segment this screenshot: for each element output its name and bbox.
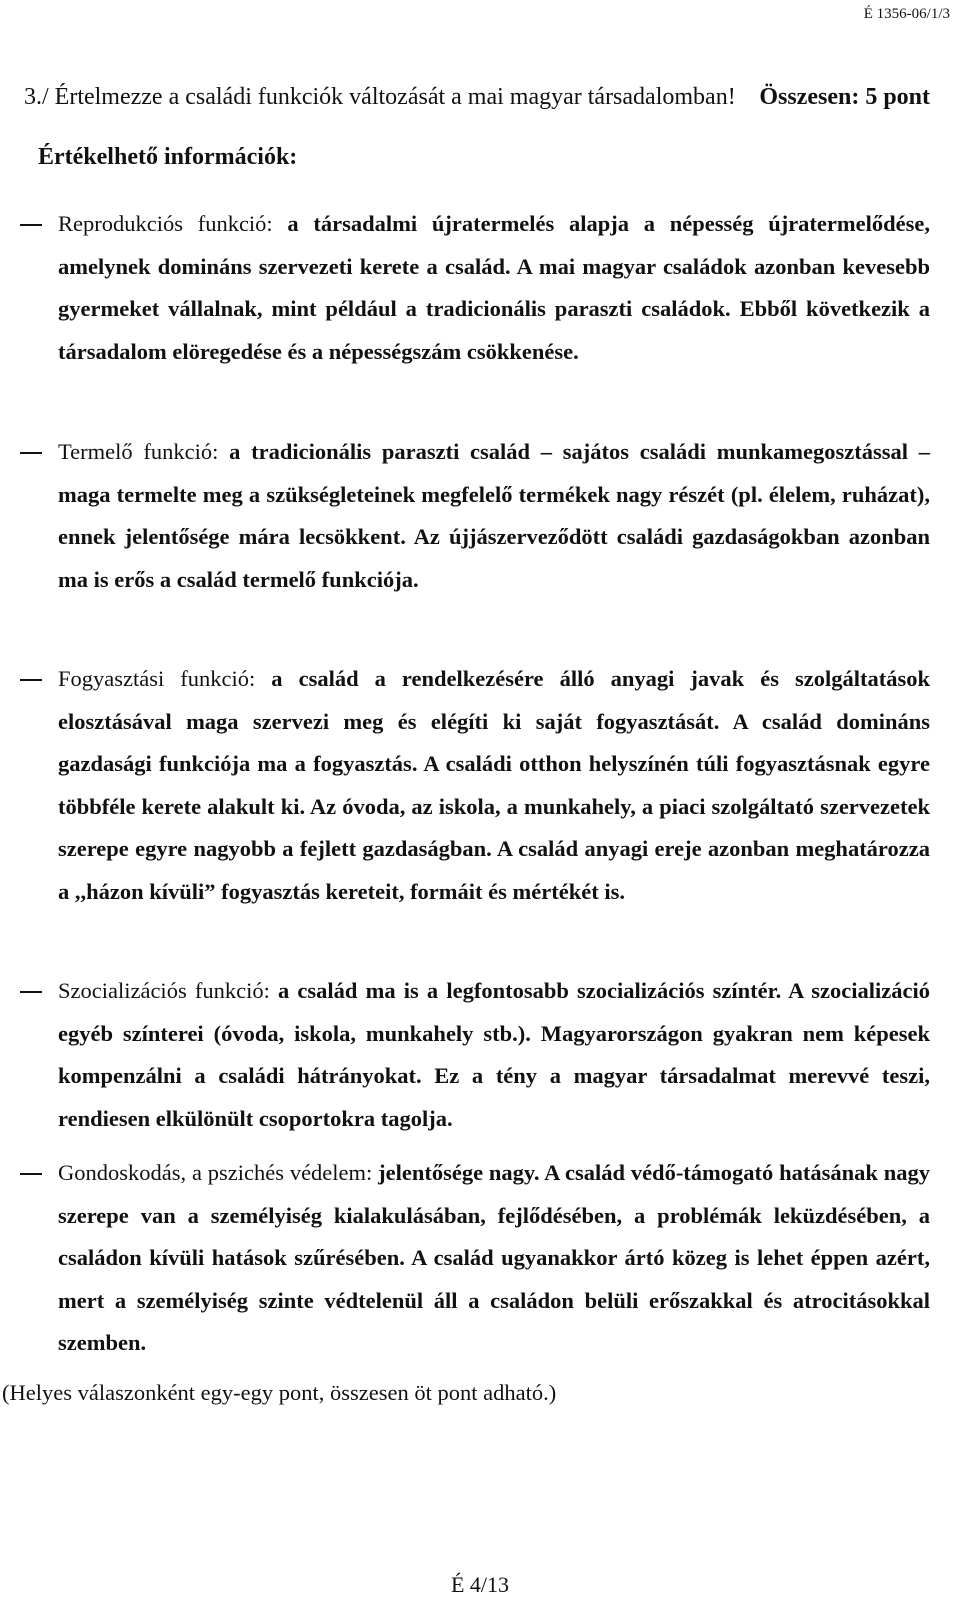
list-item-production	[20, 431, 930, 601]
item-content: a társadalmi újratermelés alapja a népesség újratermelődése, amelynek domináns szervezeti kerete a család. A mai magyar családok azonban kevesebb gyermeket vállalnak, mint például a tradicionális paraszti családok. Ebből következik a társadalom elöregedése és a népességszám csökkenése.	[58, 211, 930, 364]
list-item-care	[20, 1152, 930, 1365]
scoring-note: (Helyes válaszonként egy-egy pont, összesen öt pont adható.)	[2, 1380, 557, 1405]
page-number: É 4/13	[450, 1572, 510, 1597]
list-item-body	[58, 970, 930, 1140]
question-text: 3./ Értelmezze a családi funkciók változását a mai magyar társadalomban!	[24, 84, 736, 110]
item-lead: Szocializációs funkció:	[58, 978, 279, 1003]
item-content: a család ma is a legfontosabb szocializációs színtér. A szocializáció egyéb színterei (óvoda, iskola, munkahely stb.). Magyarországon gyakran nem képesek kompenzálni a családi hátrányokat. Ez a tény a magyar társadalmat merevvé teszi, rendiesen elkülönült csoportokra tagolja.	[58, 978, 930, 1131]
list-item-body	[58, 203, 930, 373]
list-item-body	[58, 1152, 930, 1365]
list-item-body	[58, 658, 930, 914]
item-lead: Reprodukciós funkció:	[58, 211, 288, 236]
question-line	[24, 84, 930, 111]
item-content: jelentősége nagy. A család védő-támogató hatásának nagy szerepe van a személyiség kialakulásában, fejlődésében, a problémák leküzdésében, a családon kívüli hatások szűrésében. A család ugyanakkor ártó közeg is lehet éppen azért, mert a személyiség szinte védtelenül áll a családon belüli erőszakkal és atrocitásokkal szemben.	[58, 1160, 930, 1356]
question-total-points: Összesen: 5 pont	[759, 84, 930, 110]
list-item-body	[58, 431, 930, 601]
list-item-socialization	[20, 970, 930, 1140]
item-lead: Fogyasztási funkció:	[58, 666, 272, 691]
item-lead: Termelő funkció:	[58, 439, 230, 464]
evaluation-subheading: Értékelhető információk:	[38, 144, 298, 170]
item-content: a család a rendelkezésére álló anyagi javak és szolgáltatások elosztásával maga szervezi meg és elégíti ki saját fogyasztását. A család domináns gazdasági funkciója ma a fogyasztás. A családi otthon helyszínén túli fogyasztásnak egyre többféle kerete alakult ki. Az óvoda, az iskola, a munkahely, a piaci szolgáltató szervezetek szerepe egyre nagyobb a fejlett gazdaságban. A család anyagi ereje azonban meghatározza a ,,házon kívüli” fogyasztás kereteit, formáit és mértékét is.	[58, 666, 930, 904]
list-item-consumption	[20, 658, 930, 914]
list-item-reproduction	[20, 203, 930, 373]
document-code: É 1356-06/1/3	[863, 6, 950, 22]
item-lead: Gondoskodás, a pszichés védelem:	[58, 1160, 379, 1185]
item-content: a tradicionális paraszti család – sajátos családi munkamegosztással – maga termelte meg a szükségleteinek megfelelő termékek nagy részét (pl. élelem, ruházat), ennek jelentősége mára lecsökkent. Az újjászerveződött családi gazdaságokban azonban ma is erős a család termelő funkciója.	[58, 439, 931, 592]
